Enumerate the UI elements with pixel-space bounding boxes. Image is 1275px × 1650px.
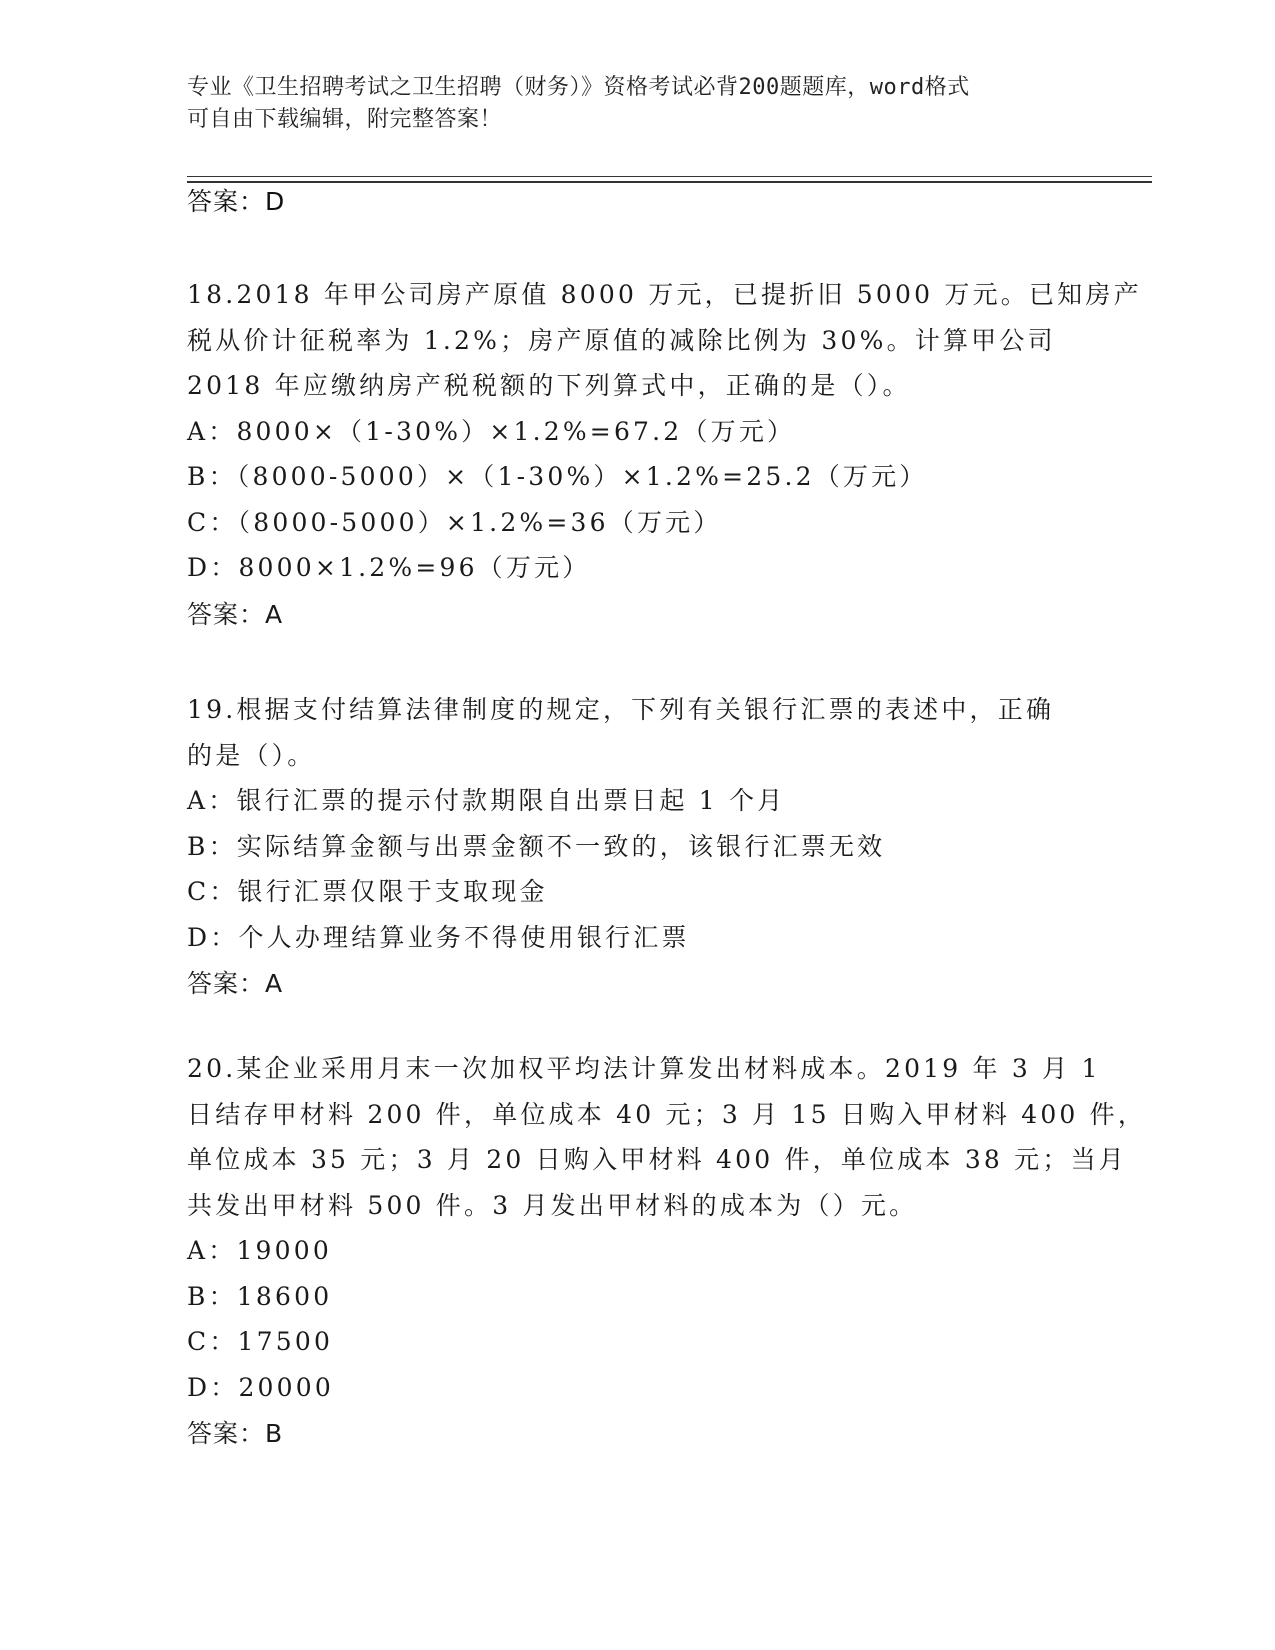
previous-answer-block bbox=[187, 186, 1087, 218]
option-a: A：19000 bbox=[187, 1236, 332, 1265]
option-b: B：18600 bbox=[187, 1281, 333, 1311]
option-c: C：银行汇票仅限于支取现金 bbox=[187, 877, 548, 906]
question-18 bbox=[187, 272, 1142, 635]
question-stem-line: 日结存甲材料 200 件，单位成本 40 元；3 月 15 日购入甲材料 400 件， bbox=[187, 1099, 1147, 1129]
option-b: B：实际结算金额与出票金额不一致的，该银行汇票无效 bbox=[187, 831, 886, 861]
option-d: D：20000 bbox=[187, 1372, 334, 1402]
question-stem-line: 18.2018 年甲公司房产原值 8000 万元，已提折旧 5000 万元。已知房产 bbox=[187, 280, 1142, 309]
document-header bbox=[187, 72, 1067, 136]
answer-label: 答案：B bbox=[187, 1419, 284, 1448]
option-d: D：8000×1.2%=96（万元） bbox=[187, 553, 591, 582]
header-divider-thick bbox=[187, 181, 1152, 183]
answer-label: 答案：A bbox=[187, 599, 284, 629]
header-line-1: 专业《卫生招聘考试之卫生招聘（财务）》资格考试必背200题题库，word格式 bbox=[187, 75, 970, 100]
question-stem-line: 共发出甲材料 500 件。3 月发出甲材料的成本为（）元。 bbox=[187, 1190, 918, 1220]
header-divider-thin bbox=[187, 176, 1152, 177]
answer-label: 答案：A bbox=[187, 969, 284, 998]
option-d: D：个人办理结算业务不得使用银行汇票 bbox=[187, 922, 690, 952]
question-19 bbox=[187, 687, 1087, 1004]
header-line-2: 可自由下载编辑，附完整答案！ bbox=[187, 107, 503, 132]
option-b: B：（8000-5000）×（1-30%）×1.2%=25.2（万元） bbox=[187, 462, 928, 491]
option-a: A：8000×（1-30%）×1.2%=67.2（万元） bbox=[187, 416, 796, 446]
question-stem-line: 税从价计征税率为 1.2%；房产原值的减除比例为 30%。计算甲公司 bbox=[187, 325, 1056, 355]
answer-label: 答案：D bbox=[187, 187, 286, 216]
question-stem-line: 的是（）。 bbox=[187, 740, 316, 770]
question-stem-line: 单位成本 35 元；3 月 20 日购入甲材料 400 件，单位成本 38 元；当月 bbox=[187, 1145, 1127, 1174]
option-a: A：银行汇票的提示付款期限自出票日起 1 个月 bbox=[187, 786, 786, 815]
question-20 bbox=[187, 1046, 1147, 1454]
question-stem-line: 20.某企业采用月末一次加权平均法计算发出材料成本。2019 年 3 月 1 bbox=[187, 1054, 1101, 1083]
option-c: C：（8000-5000）×1.2%=36（万元） bbox=[187, 507, 722, 537]
question-stem-line: 19.根据支付结算法律制度的规定，下列有关银行汇票的表述中，正确 bbox=[187, 695, 1055, 724]
question-stem-line: 2018 年应缴纳房产税税额的下列算式中，正确的是（）。 bbox=[187, 371, 911, 400]
option-c: C：17500 bbox=[187, 1327, 334, 1356]
